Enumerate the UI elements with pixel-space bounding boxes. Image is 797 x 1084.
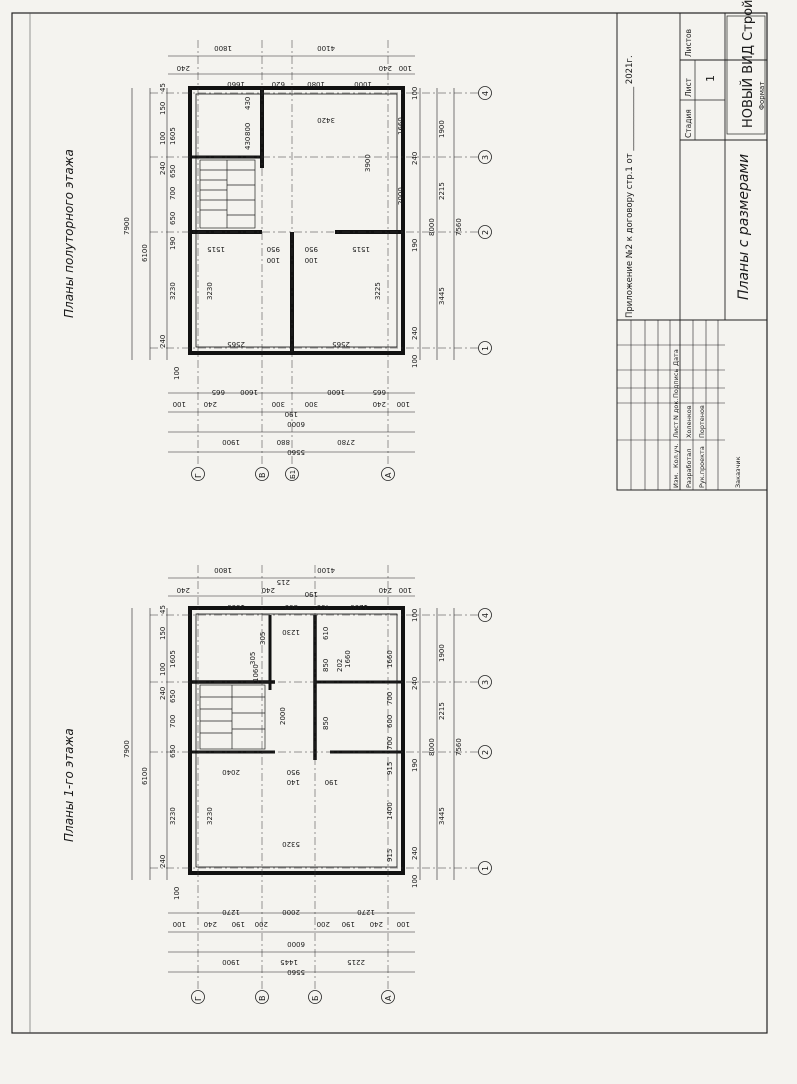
dim: 240 — [411, 326, 419, 340]
dim: 100 — [411, 354, 419, 368]
axis-label: А — [384, 995, 393, 1001]
dim: 100 — [411, 86, 419, 100]
dim: 7560 — [455, 218, 463, 236]
axis-label: 1 — [481, 345, 490, 351]
appendix-text: Приложение №2 к договору стр.1 от _______________ 2021г. — [625, 55, 635, 318]
dim: 2215 — [438, 702, 446, 720]
axis-label: 3 — [481, 154, 490, 160]
dim: 8000 — [428, 738, 436, 756]
dim: 100 — [173, 886, 181, 900]
dim: 240 — [378, 64, 392, 72]
dim: 45 — [159, 83, 167, 92]
dim: 100 — [411, 608, 419, 622]
axis-label: Г — [194, 473, 203, 478]
dim: 1600 — [240, 388, 258, 396]
dim: 915 — [386, 761, 394, 775]
dim: 700 — [386, 736, 394, 750]
dim: 300 — [304, 400, 318, 408]
dim: 915 — [386, 848, 394, 862]
axis-label: В — [258, 472, 267, 478]
dim: 2215 — [347, 958, 365, 966]
axis-label: 4 — [481, 612, 490, 618]
dim: 1000 — [354, 80, 372, 88]
dim: 240 — [176, 64, 190, 72]
dim: 1800 — [214, 44, 232, 52]
dim: 190 — [411, 758, 419, 772]
dim: 3445 — [438, 807, 446, 825]
dim: 1515 — [207, 245, 225, 253]
developed-name: Холенков — [685, 405, 693, 438]
dim: 100 — [398, 586, 412, 594]
dim: 650 — [169, 689, 177, 703]
stage-label: Стадия — [684, 109, 693, 138]
dim: 240 — [203, 400, 217, 408]
axis-label: Г — [194, 996, 203, 1001]
dim: 700 — [169, 186, 177, 200]
dim: 3900 — [364, 154, 372, 172]
dim: 240 — [372, 400, 386, 408]
chief-label: Рук.проекта — [698, 446, 706, 488]
dim: 240 — [159, 686, 167, 700]
dim: 4100 — [317, 566, 335, 574]
dim: 1900 — [222, 958, 240, 966]
dim: 240 — [378, 586, 392, 594]
dim: 1900 — [438, 644, 446, 662]
sheet-number: 1 — [704, 75, 717, 82]
dim: 950 — [304, 245, 318, 253]
dim: 880 — [276, 438, 290, 446]
axis-label: 3 — [481, 679, 490, 685]
dim: 2565 — [332, 340, 350, 348]
dim: 7900 — [123, 217, 131, 235]
stamp-col-6: Дата — [672, 349, 680, 366]
dim: 2565 — [227, 340, 245, 348]
dim: 240 — [261, 586, 275, 594]
dim: 3230 — [169, 282, 177, 300]
dim: 1605 — [169, 650, 177, 668]
stamp-columns — [672, 349, 680, 488]
dim: 7900 — [123, 740, 131, 758]
dim: 240 — [203, 920, 217, 928]
dim: 240 — [159, 161, 167, 175]
format-label: Формат — [758, 81, 766, 110]
dim: 1230 — [282, 628, 300, 636]
dim: 1660 — [227, 80, 245, 88]
dim: 190 — [411, 238, 419, 252]
axis-label: В — [258, 995, 267, 1001]
plan-half-floor-title: Планы полуторного этажа — [62, 149, 76, 318]
dim: 650 — [169, 164, 177, 178]
dim: 3230 — [206, 282, 214, 300]
axis-label: Б1 — [289, 469, 297, 479]
dim: 6000 — [287, 940, 305, 948]
dim: 3445 — [438, 287, 446, 305]
dim: 1270 — [357, 908, 375, 916]
dim: 6000 — [287, 420, 305, 428]
dim: 8000 — [428, 218, 436, 236]
dim: 6100 — [141, 244, 149, 262]
dim: 100 — [411, 874, 419, 888]
axis-label: 2 — [481, 749, 490, 755]
dim: 100 — [396, 400, 410, 408]
dim: 1660 — [386, 650, 394, 668]
dim: 610 — [322, 626, 330, 640]
dim: 1660 — [227, 603, 245, 611]
dim: 240 — [411, 151, 419, 165]
dim: 430 — [244, 96, 252, 110]
dim: 5560 — [287, 968, 305, 976]
dim: 150 — [159, 101, 167, 115]
dim: 240 — [159, 854, 167, 868]
dim: 3420 — [317, 116, 335, 124]
dim: 6100 — [141, 767, 149, 785]
dim: 1270 — [222, 908, 240, 916]
dim: 100 — [398, 64, 412, 72]
dim: 800 — [244, 122, 252, 136]
stamp-col-1: Изм. — [672, 472, 680, 488]
dim: 400 — [316, 603, 330, 611]
dim: 100 — [266, 256, 280, 264]
axis-label: 2 — [481, 229, 490, 235]
dim: 4100 — [317, 44, 335, 52]
dim: 2780 — [337, 438, 355, 446]
dim: 190 — [304, 590, 318, 598]
dim: 1400 — [386, 802, 394, 820]
dim: 700 — [386, 691, 394, 705]
sheet-label: Лист — [684, 77, 693, 97]
axis-label: А — [384, 472, 393, 478]
dim: 150 — [159, 626, 167, 640]
dim: 1080 — [307, 80, 325, 88]
dim: 100 — [396, 920, 410, 928]
dim: 1900 — [222, 438, 240, 446]
dim: 190 — [231, 920, 245, 928]
dim: 100 — [159, 662, 167, 676]
dim: 950 — [266, 245, 280, 253]
dim: 100 — [172, 400, 186, 408]
dim: 202 — [336, 658, 344, 672]
dim: 100 — [172, 920, 186, 928]
dim: 2000 — [279, 707, 287, 725]
dim: 190 — [284, 410, 298, 418]
axis-label: 1 — [481, 865, 490, 871]
stamp-col-2: Кол.уч. — [672, 443, 680, 468]
dim: 2040 — [222, 768, 240, 776]
dim: 100 — [304, 256, 318, 264]
logo-text: НОВЫЙ ВИД Строй — [741, 0, 756, 128]
dim: 2000 — [282, 908, 300, 916]
dim: 45 — [159, 605, 167, 614]
dim: 430 — [244, 136, 252, 150]
dim: 305 — [259, 631, 267, 645]
dim: 240 — [159, 334, 167, 348]
stamp-col-4: N док. — [672, 398, 680, 420]
dim: 2000 — [397, 187, 405, 205]
dim: 100 — [159, 131, 167, 145]
dim: 3230 — [206, 807, 214, 825]
axis-label: 4 — [481, 90, 490, 96]
dim: 2215 — [438, 182, 446, 200]
dim: 665 — [211, 388, 225, 396]
dim: 240 — [411, 846, 419, 860]
dim: 7560 — [455, 738, 463, 756]
dim: 3230 — [169, 807, 177, 825]
dim: 240 — [176, 586, 190, 594]
developed-label: Разработал — [685, 448, 693, 488]
dim: 100 — [173, 366, 181, 380]
dim: 800 — [284, 603, 298, 611]
dim: 665 — [372, 388, 386, 396]
dim: 600 — [386, 714, 394, 728]
dim: 620 — [271, 80, 285, 88]
dim: 1660 — [397, 117, 405, 135]
dim: 950 — [286, 768, 300, 776]
dim: 3225 — [374, 282, 382, 300]
dim: 1515 — [352, 245, 370, 253]
dim: 200 — [316, 920, 330, 928]
dim: 215 — [276, 578, 290, 586]
dim: 850 — [322, 658, 330, 672]
dim: 5560 — [287, 448, 305, 456]
dim: 850 — [322, 716, 330, 730]
dim: 200 — [254, 920, 268, 928]
dim: 1445 — [280, 958, 298, 966]
dim: 305 — [249, 651, 257, 665]
dim: 650 — [169, 744, 177, 758]
sheets-label: Листов — [684, 28, 693, 57]
plan-first-floor-title: Планы 1-го этажа — [62, 728, 76, 842]
sheet-title: Планы с размерами — [736, 153, 752, 300]
stamp-col-5: Подпись — [672, 368, 680, 398]
dim: 140 — [286, 778, 300, 786]
axis-label: Б — [311, 995, 320, 1001]
dim: 1200 — [350, 603, 368, 611]
customer-label: Заказчик — [734, 456, 742, 488]
dim: 1660 — [344, 650, 352, 668]
stamp-col-3: Лист — [672, 421, 680, 438]
dim: 190 — [324, 778, 338, 786]
dim: 190 — [341, 920, 355, 928]
dim: 5320 — [282, 840, 300, 848]
dim: 1600 — [327, 388, 345, 396]
dim: 700 — [169, 714, 177, 728]
dim: 240 — [411, 676, 419, 690]
dim: 1060 — [252, 664, 260, 682]
dim: 240 — [369, 920, 383, 928]
dim: 650 — [169, 211, 177, 225]
dim: 1605 — [169, 127, 177, 145]
dim: 1900 — [438, 120, 446, 138]
dim: 190 — [169, 236, 177, 250]
dim: 300 — [271, 400, 285, 408]
chief-name: Портенов — [698, 405, 706, 438]
dim: 1800 — [214, 566, 232, 574]
